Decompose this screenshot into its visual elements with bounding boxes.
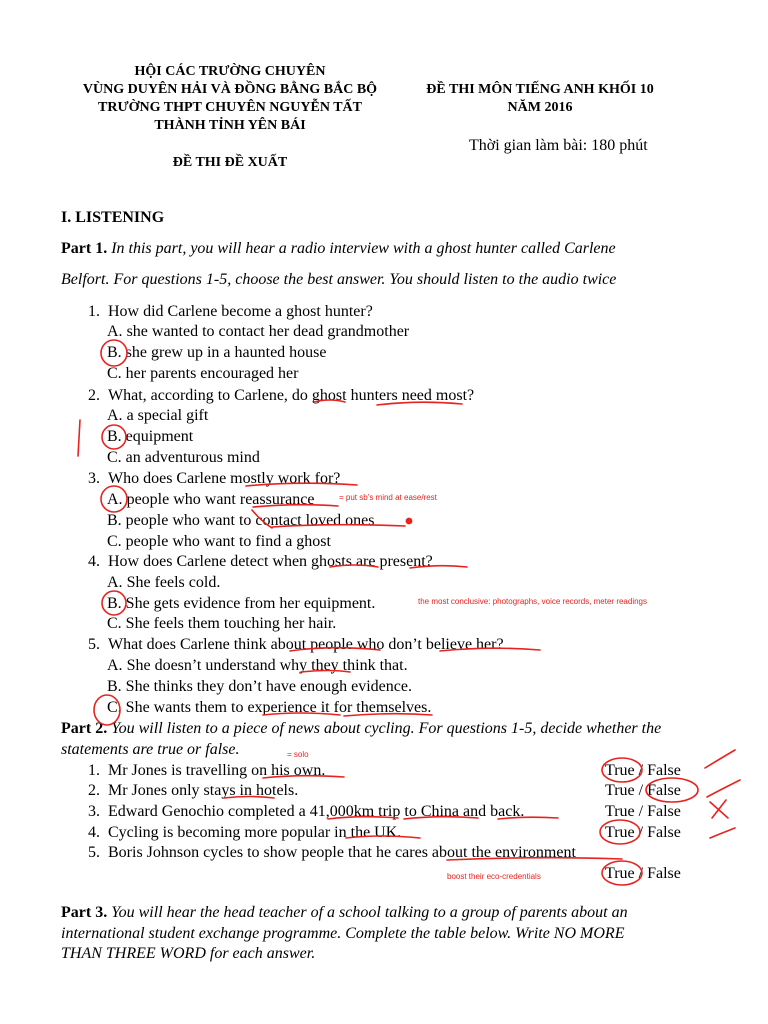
option-letter: A. — [107, 407, 123, 424]
question-number: 2. — [88, 387, 100, 404]
option-letter: C. — [107, 533, 122, 550]
option-text: people who want to find a ghost — [125, 533, 331, 550]
option-letter: B. — [107, 595, 122, 612]
question-1 — [88, 302, 373, 322]
question-4 — [88, 552, 433, 572]
part1-instruction — [61, 239, 616, 259]
header-line-3: TRƯỜNG THPT CHUYÊN NGUYỄN TẤT — [98, 100, 362, 115]
statement-3 — [88, 802, 524, 822]
header-line-2: VÙNG DUYÊN HẢI VÀ ĐỒNG BẰNG BẮC BỘ — [82, 82, 378, 97]
statement-number: 5. — [88, 844, 100, 861]
option-text: a special gift — [126, 407, 209, 424]
statement-number: 4. — [88, 824, 100, 841]
q4-option-a — [107, 573, 220, 593]
part3-instruction-text: You will hear the head teacher of a school talking to a group of parents about an — [107, 904, 628, 921]
evidence-note: the most conclusive: photographs, voice records, meter readings — [418, 597, 648, 606]
q2-option-a — [107, 406, 208, 426]
q5-option-c — [107, 698, 431, 718]
statement-text: Boris Johnson cycles to show people that he cares about the environment — [108, 844, 576, 861]
part1-label: Part 1. — [61, 240, 108, 257]
statement-5 — [88, 843, 576, 863]
option-text: people who want to contact loved ones — [125, 512, 375, 529]
q1-option-a — [107, 322, 409, 342]
section-title: I. LISTENING — [61, 209, 165, 226]
option-letter: B. — [107, 678, 122, 695]
reassurance-note: = put sb’s mind at ease/rest — [339, 493, 437, 502]
q2-option-c — [107, 448, 260, 468]
header-line-4: THÀNH TỈNH YÊN BÁI — [154, 118, 306, 133]
statement-text: Cycling is becoming more popular in the UK. — [108, 824, 402, 841]
question-5 — [88, 635, 504, 655]
solo-note: = solo — [287, 750, 309, 759]
option-text: she wanted to contact her dead grandmother — [126, 323, 410, 340]
option-letter: B. — [107, 512, 122, 529]
part2-label: Part 2. — [61, 720, 108, 737]
statement-number: 1. — [88, 762, 100, 779]
margin-mark — [78, 420, 80, 456]
question-text: How does Carlene detect when ghosts are present? — [108, 553, 433, 570]
option-letter: A. — [107, 574, 123, 591]
part2-instruction-text: You will listen to a piece of news about cycling. For questions 1-5, decide whether the — [107, 720, 662, 737]
option-letter: A. — [107, 323, 123, 340]
statement-number: 3. — [88, 803, 100, 820]
exam-year: NĂM 2016 — [507, 100, 573, 115]
option-letter: A. — [107, 491, 123, 508]
q2-option-b — [107, 427, 193, 447]
option-text: She wants them to experience it for themselves. — [125, 699, 432, 716]
part2-instruction — [61, 719, 661, 739]
option-letter: B. — [107, 428, 122, 445]
part2-instruction-line2: statements are true or false. — [61, 741, 240, 758]
part3-instruction-line3: THAN THREE WORD for each answer. — [61, 945, 316, 962]
q1-option-c — [107, 364, 298, 384]
statement-text: Mr Jones only stays in hotels. — [108, 782, 299, 799]
tick-mark — [710, 828, 735, 838]
q3-option-a — [107, 490, 314, 510]
statement-4-true-false: True / False — [605, 824, 681, 841]
part1-instruction-text: In this part, you will hear a radio interview with a ghost hunter called Carlene — [107, 240, 616, 257]
option-text: She gets evidence from her equipment. — [125, 595, 376, 612]
option-text: equipment — [125, 428, 194, 445]
statement-1-true-false: True / False — [605, 762, 681, 779]
question-text: What, according to Carlene, do ghost hunters need most? — [108, 387, 475, 404]
option-text: She thinks they don’t have enough evidence. — [125, 678, 412, 695]
option-text: She feels them touching her hair. — [125, 615, 337, 632]
option-letter: C. — [107, 449, 122, 466]
option-letter: B. — [107, 344, 122, 361]
part1-instruction-line2: Belfort. For questions 1-5, choose the best answer. You should listen to the audio twice — [61, 271, 617, 288]
statement-2 — [88, 781, 298, 801]
option-text: people who want reassurance — [126, 491, 315, 508]
option-text: She feels cold. — [126, 574, 221, 591]
statement-text: Edward Genochio completed a 41,000km trip to China and back. — [108, 803, 525, 820]
question-number: 5. — [88, 636, 100, 653]
option-letter: C. — [107, 615, 122, 632]
question-number: 4. — [88, 553, 100, 570]
question-2 — [88, 386, 474, 406]
q3-option-c — [107, 532, 331, 552]
statement-5-true-false: True / False — [605, 865, 681, 882]
statement-number: 2. — [88, 782, 100, 799]
part3-instruction-line2: international student exchange programme. Complete the table below. Write NO MORE — [61, 925, 625, 942]
statement-text: Mr Jones is travelling on his own. — [108, 762, 326, 779]
exam-title: ĐỀ THI MÔN TIẾNG ANH KHỐI 10 — [426, 82, 654, 97]
tick-mark — [707, 780, 740, 797]
statement-1 — [88, 761, 325, 781]
red-dot — [406, 518, 411, 523]
eco-note: boost their eco-credentials — [447, 872, 541, 881]
question-text: What does Carlene think about people who don’t believe her? — [108, 636, 504, 653]
part3-instruction — [61, 903, 628, 923]
question-number: 3. — [88, 470, 100, 487]
q4-option-b — [107, 594, 375, 614]
question-3 — [88, 469, 340, 489]
q3-option-b — [107, 511, 375, 531]
option-text: her parents encouraged her — [125, 365, 299, 382]
statement-3-true-false: True / False — [605, 803, 681, 820]
statement-2-true-false: True / False — [605, 782, 681, 799]
question-number: 1. — [88, 303, 100, 320]
question-text: How did Carlene become a ghost hunter? — [108, 303, 373, 320]
option-text: she grew up in a haunted house — [125, 344, 327, 361]
question-text: Who does Carlene mostly work for? — [108, 470, 341, 487]
option-letter: A. — [107, 657, 123, 674]
part3-label: Part 3. — [61, 904, 108, 921]
header-line-1: HỘI CÁC TRƯỜNG CHUYÊN — [134, 64, 326, 79]
tick-mark — [705, 750, 735, 768]
q5-option-a — [107, 656, 408, 676]
statement-4 — [88, 823, 401, 843]
option-letter: C. — [107, 699, 122, 716]
proposed-exam-label: ĐỀ THI ĐỀ XUẤT — [172, 155, 288, 170]
option-text: an adventurous mind — [125, 449, 260, 466]
q5-option-b — [107, 677, 412, 697]
q1-option-b — [107, 343, 327, 363]
cross-mark — [710, 800, 728, 818]
time-allowed: Thời gian làm bài: 180 phút — [469, 137, 648, 154]
option-letter: C. — [107, 365, 122, 382]
q4-option-c — [107, 614, 336, 634]
option-text: She doesn’t understand why they think that. — [126, 657, 408, 674]
